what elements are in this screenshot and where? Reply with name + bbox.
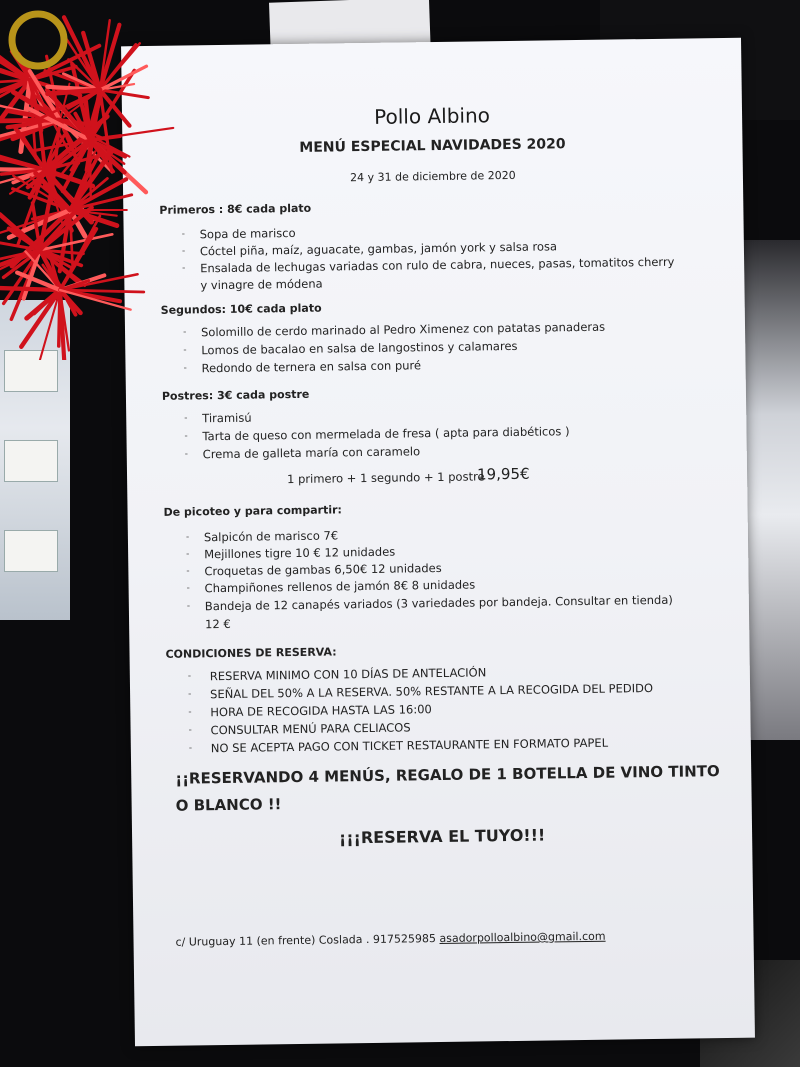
bullet-dash: -: [186, 583, 190, 594]
list-item: Sopa de marisco: [199, 225, 296, 242]
bullet-dash: -: [183, 345, 187, 356]
promo-line-1: ¡¡RESERVANDO 4 MENÚS, REGALO DE 1 BOTELLA DE VINO TINTO: [175, 762, 720, 788]
bullet-dash: -: [186, 549, 190, 560]
section-heading-primeros: Primeros : 8€ cada plato: [159, 201, 312, 217]
list-item: Solomillo de cerdo marinado al Pedro Ximenez con patatas panaderas: [200, 319, 606, 340]
bullet-dash: -: [182, 327, 187, 338]
list-item: Bandeja de 12 canapés variados (3 variedades por bandeja. Consultar en tienda): [204, 592, 673, 614]
menu-title: MENÚ ESPECIAL NAVIDADES 2020: [299, 136, 566, 156]
footer-address: c/ Uruguay 11 (en frente) Coslada . 917525985: [175, 932, 440, 949]
bullet-dash: -: [188, 707, 192, 718]
list-item: SEÑAL DEL 50% A LA RESERVA. 50% RESTANTE A LA RECOGIDA DEL PEDIDO: [210, 681, 654, 702]
gold-ornament: [12, 14, 64, 66]
list-item: Tiramisú: [202, 410, 252, 426]
bullet-dash: -: [188, 689, 192, 700]
tinsel-strand: [90, 128, 173, 140]
menu-combo: 1 primero + 1 segundo + 1 postre: [287, 469, 485, 487]
reserve-callout: ¡¡¡RESERVA EL TUYO!!!: [338, 825, 546, 848]
section-heading-segundos: Segundos: 10€ cada plato: [160, 301, 322, 317]
list-item: Redondo de ternera en salsa con puré: [201, 358, 422, 376]
calendar-block: [4, 440, 58, 482]
section-heading-picoteo: De picoteo y para compartir:: [163, 503, 342, 519]
bullet-dash: -: [183, 363, 187, 374]
bullet-dash: -: [184, 413, 188, 424]
bullet-dash: -: [182, 263, 186, 274]
bullet-dash: -: [185, 532, 190, 543]
bullet-dash: -: [181, 246, 186, 257]
bullet-dash: -: [187, 671, 192, 682]
tinsel-strand: [59, 290, 60, 346]
bullet-dash: -: [184, 449, 189, 460]
bullet-dash: -: [188, 743, 193, 754]
list-item: Champiñones rellenos de jamón 8€ 8 unidades: [204, 577, 476, 596]
list-item: Crema de galleta maría con caramelo: [202, 444, 421, 462]
section-heading-postres: Postres: 3€ cada postre: [161, 387, 310, 403]
list-item: Lomos de bacalao en salsa de langostinos y calamares: [201, 338, 518, 358]
list-item: Ensalada de lechugas variadas con rulo de cabra, nueces, pasas, tomatitos cherry: [200, 254, 675, 276]
restaurant-name: Pollo Albino: [374, 103, 491, 129]
footer-email-link[interactable]: asadorpolloalbino@gmail.com: [439, 929, 606, 946]
list-item: Croquetas de gambas 6,50€ 12 unidades: [204, 560, 442, 579]
footer-contact: [175, 930, 605, 949]
menu-date: 24 y 31 de diciembre de 2020: [349, 168, 516, 185]
list-item: HORA DE RECOGIDA HASTA LAS 16:00: [210, 702, 432, 720]
bullet-dash: -: [188, 725, 192, 736]
list-item: Mejillones tigre 10 € 12 unidades: [204, 544, 396, 562]
list-item: NO SE ACEPTA PAGO CON TICKET RESTAURANTE EN FORMATO PAPEL: [210, 735, 609, 756]
bullet-dash: -: [186, 566, 190, 577]
bullet-dash: -: [184, 431, 188, 442]
bullet-dash: -: [181, 229, 186, 240]
section-heading-condiciones: CONDICIONES DE RESERVA:: [165, 645, 337, 661]
list-item: Tarta de queso con mermelada de fresa ( apta para diabéticos ): [202, 424, 570, 444]
menu-price: 19,95€: [476, 464, 530, 484]
list-item: Cóctel piña, maíz, aguacate, gambas, jamón york y salsa rosa: [199, 239, 558, 259]
menu-sheet: [121, 38, 755, 1047]
list-item: RESERVA MINIMO CON 10 DÍAS DE ANTELACIÓN: [209, 665, 487, 684]
calendar-block: [4, 530, 58, 572]
list-item: CONSULTAR MENÚ PARA CELIACOS: [210, 720, 411, 738]
bullet-dash: -: [186, 601, 191, 612]
list-item: y vinagre de módena: [200, 276, 323, 293]
list-item: Salpicón de marisco 7€: [203, 528, 339, 545]
promo-line-2: O BLANCO !!: [175, 795, 282, 815]
red-tinsel-decoration: [0, 0, 200, 360]
list-item: 12 €: [205, 616, 231, 632]
